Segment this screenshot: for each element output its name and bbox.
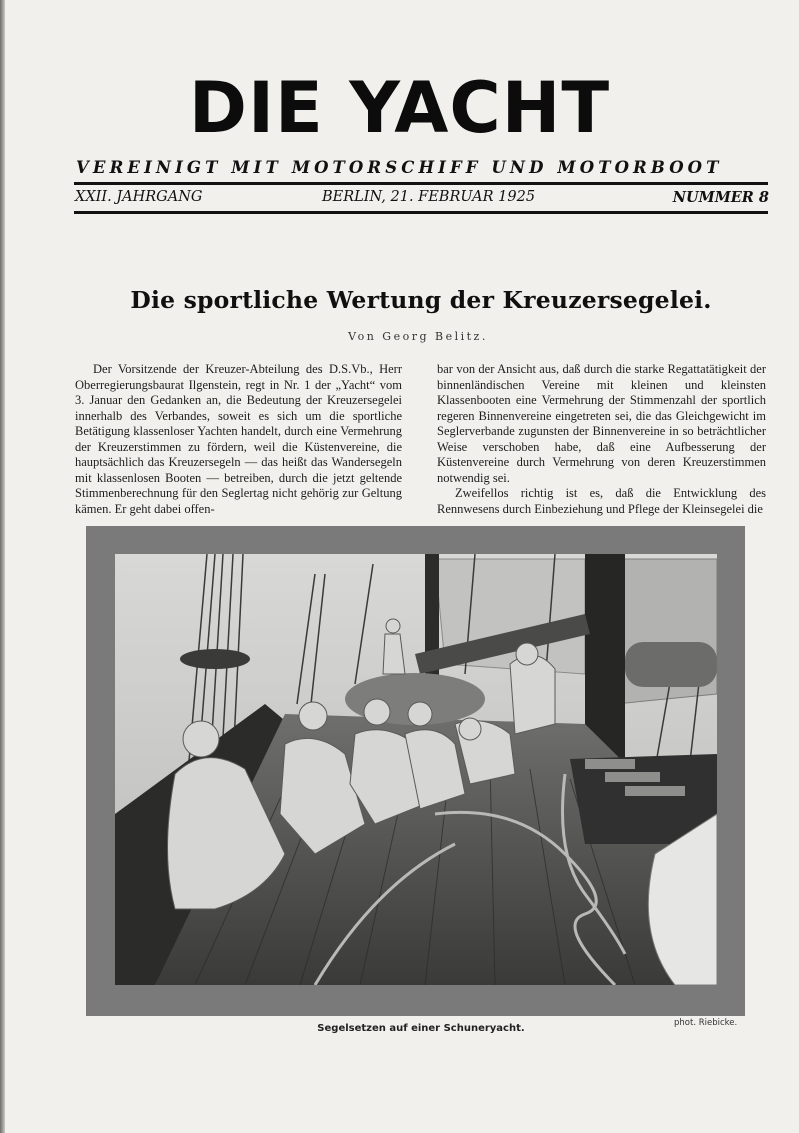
schooner-deck-illustration (115, 554, 717, 985)
article-column-right (437, 362, 766, 517)
issue-volume: XXII. JAHRGANG (75, 189, 203, 205)
article-paragraph: bar von der Ansicht aus, daß durch die starke Regattatätigkeit der binnenländischen Vereine mit kleinen und kleinsten Klassenbooten eine Vermehrung der Stimmenzahl der sportlich regeren Binnenvereine eingetreten sei, die das Gleichgewicht im Seglerverbande zugunsten der Binnenvereine in so beträchtlicher Weise verschoben habe, daß eine Aufbesserung der Küstenvereine durch Vermehrung von deren Kreuzerstimmen notwendig sei. (437, 362, 766, 485)
photo-caption: Segelsetzen auf einer Schuneryacht. (317, 1023, 525, 1034)
masthead-rule-bottom (74, 211, 768, 214)
article-column-left (75, 362, 402, 517)
page-edge (0, 0, 5, 1133)
article-paragraph: Zweifellos richtig ist es, daß die Entwicklung des Rennwesens durch Einbeziehung und Pflege der Kleinsegelei die (437, 486, 766, 516)
photo-credit: phot. Riebicke. (674, 1018, 738, 1028)
article-paragraph: Der Vorsitzende der Kreuzer-Abteilung des D.S.Vb., Herr Oberregierungsbaurat Ilgenstein, regt in Nr. 1 der „Yacht“ vom 3. Januar den Gedanken an, die Bedeutung der Kreuzersegelei innerhalb des Verbandes, soweit es sich um die sportliche Betätigung klassenloser Yachten handelt, durch eine Vermehrung der Kreuzerstimmen zu fördern, weil die Küstenvereine, die hauptsächlich das Kreuzersegeln — das heißt das Wandersegeln mit klassenlosen Booten — betreiben, durch die jetzt geltende Stimmenberechnung für den Seglertag nicht gehörig zur Geltung kämen. Er geht dabei offen- (75, 362, 402, 516)
masthead-rule-top (74, 182, 768, 185)
masthead-subtitle: VEREINIGT MIT MOTORSCHIFF UND MOTORBOOT (76, 158, 723, 177)
sailing-photo (115, 554, 717, 985)
issue-number: NUMMER 8 (672, 189, 769, 206)
article-byline: Von Georg Belitz. (348, 330, 488, 343)
article-title: Die sportliche Wertung der Kreuzersegelei. (130, 286, 712, 314)
issue-date: BERLIN, 21. FEBRUAR 1925 (322, 189, 536, 205)
masthead-title: DIE YACHT (188, 67, 611, 149)
